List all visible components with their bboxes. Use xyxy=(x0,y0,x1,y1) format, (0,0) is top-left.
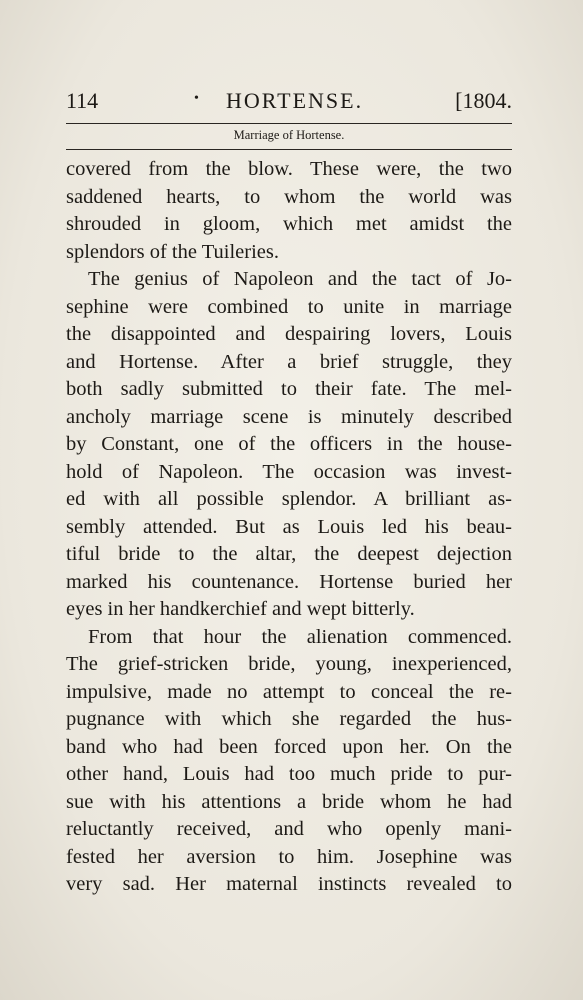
text-line: hold of Napoleon. The occasion was invest- xyxy=(66,460,512,483)
text-line: shrouded in gloom, which met amidst the xyxy=(66,213,512,235)
text-line: band who had been forced upon her. On the xyxy=(66,735,512,758)
text-line: ed with all possible splendor. A brilliant as- xyxy=(66,488,512,510)
header-separator: • xyxy=(194,91,199,106)
text-line: impulsive, made no attempt to conceal the re- xyxy=(66,680,512,703)
text-line: reluctantly received, and who openly mani- xyxy=(66,818,512,840)
text-line: fested her aversion to him. Josephine was xyxy=(66,845,512,868)
text-line: marked his countenance. Hortense buried her xyxy=(66,570,512,593)
text-line: From that hour the alienation commenced. xyxy=(88,625,512,648)
body-text xyxy=(66,156,512,899)
text-line: sephine were combined to unite in marriage xyxy=(66,295,512,318)
running-title: HORTENSE. xyxy=(226,88,364,113)
text-line: pugnance with which she regarded the hus- xyxy=(66,708,512,730)
text-line: very sad. Her maternal instincts revealed to xyxy=(66,873,512,895)
text-line: splendors of the Tuileries. xyxy=(66,240,279,263)
text-line: tiful bride to the altar, the deepest dejection xyxy=(66,543,512,565)
header-rule-bottom xyxy=(66,149,512,150)
text-line: ancholy marriage scene is minutely described xyxy=(66,405,512,428)
text-line: and Hortense. After a brief struggle, they xyxy=(66,350,512,373)
text-line: covered from the blow. These were, the two xyxy=(66,158,512,180)
text-line: other hand, Louis had too much pride to pur- xyxy=(66,763,512,785)
text-line: eyes in her handkerchief and wept bitterly. xyxy=(66,598,415,620)
running-header xyxy=(66,88,512,116)
text-line: both sadly submitted to their fate. The mel- xyxy=(66,378,512,400)
text-line: sue with his attentions a bride whom he had xyxy=(66,790,512,813)
text-line: The genius of Napoleon and the tact of Jo- xyxy=(88,268,512,290)
text-line: saddened hearts, to whom the world was xyxy=(66,185,512,208)
header-rule-top xyxy=(66,123,512,124)
text-line: by Constant, one of the officers in the house- xyxy=(66,433,512,455)
section-heading: Marriage of Hortense. xyxy=(233,128,345,142)
text-line: The grief-stricken bride, young, inexperienced, xyxy=(66,653,512,675)
text-line: the disappointed and despairing lovers, Louis xyxy=(66,323,512,345)
page-number: 114 xyxy=(66,88,99,113)
text-line: sembly attended. But as Louis led his beau- xyxy=(66,515,512,538)
header-year: [1804. xyxy=(455,88,512,113)
